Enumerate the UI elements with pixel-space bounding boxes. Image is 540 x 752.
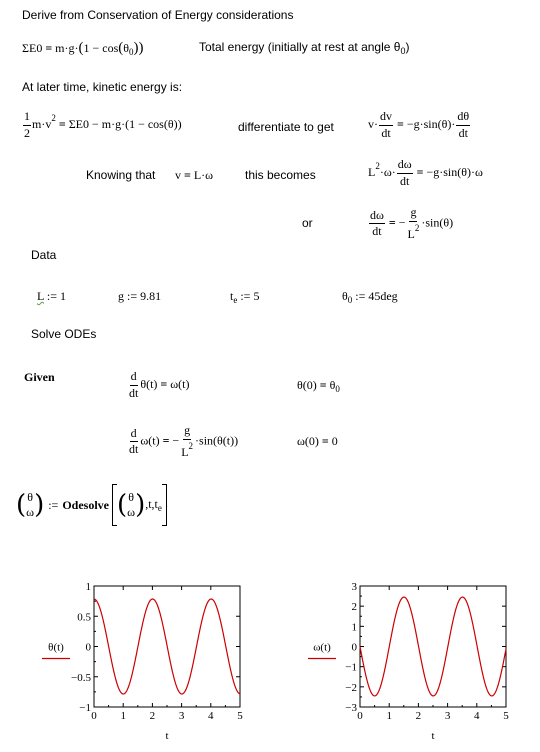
- x-tick-label: 5: [503, 710, 509, 722]
- series-line: [94, 599, 240, 694]
- y-tick-label: −2: [345, 681, 357, 694]
- knowing-note: Knowing that: [86, 168, 156, 182]
- omega-equation-2[interactable]: $\frac{d\omega}{dt}$ = − $\frac{g}{L^2}$ ·sin(θ): [370, 205, 454, 241]
- data-theta0[interactable]: $\theta_0$ := 45deg: [342, 289, 398, 305]
- heading: Derive from Conservation of Energy considerations: [22, 8, 294, 22]
- ic-theta[interactable]: $\theta(0) = \theta_0$: [297, 378, 340, 394]
- x-axis-label: t: [431, 730, 435, 742]
- x-tick-label: 2: [415, 710, 422, 722]
- or-note: or: [302, 216, 313, 230]
- data-L[interactable]: L := 1: [37, 289, 66, 303]
- odesolve-statement[interactable]: ( θ ω ) := Odesolve ( θ ω ) $,t,t_e$: [16, 484, 167, 526]
- x-tick-label: 5: [237, 710, 243, 722]
- x-tick-label: 1: [386, 710, 392, 722]
- y-tick-label: 1: [351, 621, 357, 634]
- omega-equation-1[interactable]: $L^2\cdot\omega\cdot$ $\frac{d\omega}{dt}$ = −g·sin(θ)·ω: [368, 157, 483, 188]
- omega-plot[interactable]: [300, 575, 530, 745]
- ode-omega[interactable]: $\frac{d}{dt}$ ω(t) = − $\frac{g}{L^2}$ ·sin(θ(t)): [129, 423, 239, 459]
- energy-equation[interactable]: $\Sigma E0 = m\cdot g\cdot(1 - \cos(\theta_0))$: [22, 40, 144, 57]
- plot-frame: [360, 586, 506, 707]
- y-tick-label: −0.5: [71, 671, 91, 684]
- y-tick-label: −1: [345, 661, 357, 674]
- differentiated-equation[interactable]: v· $\frac{dv}{dt}$ = −g·sin(θ)· $\frac{d\theta}{dt}$: [368, 109, 470, 140]
- y-tick-label: 1: [85, 581, 91, 593]
- x-tick-label: 4: [474, 710, 480, 722]
- x-tick-label: 1: [120, 710, 126, 722]
- y-tick-label: −3: [345, 702, 357, 714]
- y-tick-label: 2: [351, 601, 357, 614]
- theta-plot[interactable]: [30, 575, 260, 745]
- x-tick-label: 2: [149, 710, 156, 722]
- y-tick-label: −1: [79, 702, 91, 714]
- x-tick-label: 0: [91, 710, 97, 722]
- x-tick-label: 0: [357, 710, 363, 722]
- data-g[interactable]: g := 9.81: [118, 289, 162, 303]
- x-axis-label: t: [165, 730, 169, 742]
- y-axis-label: θ(t): [48, 641, 64, 654]
- ode-theta[interactable]: $\frac{d}{dt}$ θ(t) = ω(t): [129, 369, 190, 400]
- given-label: Given: [24, 370, 55, 384]
- y-axis-label: ω(t): [313, 641, 331, 654]
- series-line: [360, 597, 506, 696]
- y-tick-label: 3: [351, 581, 357, 593]
- data-te[interactable]: $t_e$ := 5: [230, 289, 260, 305]
- velocity-relation[interactable]: v = L·ω: [175, 168, 214, 182]
- becomes-note: this becomes: [245, 168, 316, 182]
- kinetic-equation[interactable]: $\frac{1}{2}$ $m\cdot v^2 = \Sigma E0 - m\cdot g\cdot(1 - \cos(\theta))$: [24, 109, 182, 140]
- y-tick-label: 0: [351, 641, 357, 654]
- x-tick-label: 4: [208, 710, 214, 722]
- x-tick-label: 3: [444, 710, 451, 722]
- total-energy-note: Total energy (initially at rest at angle $\theta_0$): [199, 40, 410, 56]
- y-tick-label: 0: [85, 641, 91, 654]
- solve-heading: Solve ODEs: [31, 327, 97, 341]
- data-heading: Data: [31, 248, 57, 262]
- ic-omega[interactable]: ω(0) = 0: [297, 434, 338, 448]
- differentiate-note: differentiate to get: [238, 120, 334, 134]
- kinetic-note: At later time, kinetic energy is:: [22, 80, 183, 94]
- x-tick-label: 3: [178, 710, 185, 722]
- y-tick-label: 0.5: [77, 611, 91, 624]
